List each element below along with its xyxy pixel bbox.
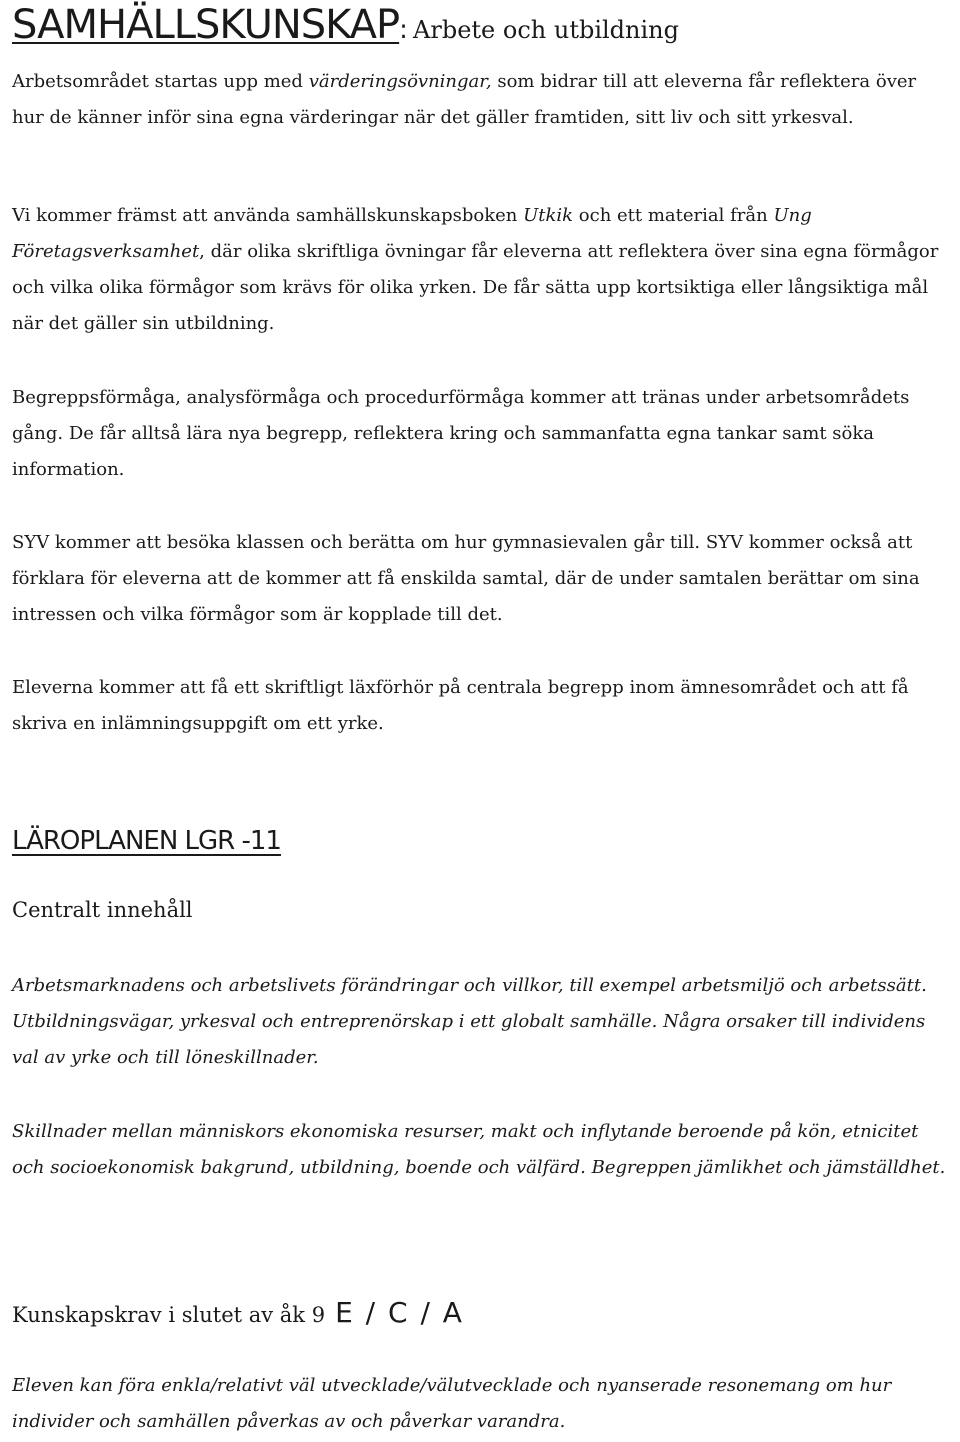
materials-text-3: , där olika skriftliga övningar får eleverna att reflektera över sina egna förmågor och vilka olika förmågor som krävs för olika yrken. De får sätta upp kortsiktiga eller långsiktiga mål när det gäller sin utbildning. (12, 241, 939, 334)
intro-text-start: Arbetsområdet startas upp med (12, 71, 309, 92)
curriculum-heading: LÄROPLANEN LGR -11 (12, 826, 281, 856)
requirements-paragraph: Eleven kan föra enkla/relativt väl utvecklade/välutvecklade och nyanserade resonemang om hur individer och samhällen påverkas av och påverkar varandra. (12, 1375, 892, 1432)
intro-emphasis: värderingsövningar, (308, 71, 492, 92)
document-title (12, 2, 679, 48)
title-subtitle: Arbete och utbildning (413, 16, 679, 44)
materials-text-1: Vi kommer främst att använda samhällskunskapsboken (12, 205, 524, 226)
syv-paragraph: SYV kommer att besöka klassen och berätta om hur gymnasievalen går till. SYV kommer också att förklara för eleverna att de kommer att få enskilda samtal, där de under samtalen berättar om sina intressen och vilka förmågor som är kopplade till det. (12, 532, 920, 625)
intro-paragraph (12, 64, 952, 136)
organization-name: Ung Företagsverksamhet (12, 205, 812, 262)
materials-paragraph (12, 198, 952, 342)
central-content-heading: Centralt innehåll (12, 898, 193, 922)
book-name: Utkik (523, 205, 574, 226)
intro-text-end: som bidrar till att eleverna får reflektera över hur de känner inför sina egna värderingar när det gäller framtiden, sitt liv och sitt yrkesval. (12, 71, 917, 128)
grade-scale: E / C / A (335, 1296, 464, 1329)
abilities-paragraph: Begreppsförmåga, analysförmåga och procedurförmåga kommer att tränas under arbetsområdets gång. De får alltså lära nya begrepp, reflektera kring och sammanfatta egna tankar samt söka information. (12, 387, 910, 480)
materials-text-2: och ett material från (573, 205, 774, 226)
assessment-paragraph: Eleverna kommer att få ett skriftligt läxförhör på centrala begrepp inom ämnesområdet och att få skriva en inlämningsuppgift om ett yrke. (12, 677, 909, 734)
title-main: SAMHÄLLSKUNSKAP (12, 2, 400, 48)
central-content-paragraph-1: Arbetsmarknadens och arbetslivets förändringar och villkor, till exempel arbetsmiljö och arbetssätt. Utbildningsvägar, yrkesval och entreprenörskap i ett globalt samhälle. Några orsaker till individens val av yrke och till löneskillnader. (12, 975, 927, 1068)
title-separator: : (399, 15, 408, 45)
requirements-heading-text: Kunskapskrav i slutet av åk 9 (12, 1303, 326, 1327)
requirements-heading (12, 1296, 464, 1329)
central-content-paragraph-2: Skillnader mellan människors ekonomiska resurser, makt och inflytande beroende på kön, etnicitet och socioekonomisk bakgrund, utbildning, boende och välfärd. Begreppen jämlikhet och jämställdhet. (12, 1121, 946, 1178)
